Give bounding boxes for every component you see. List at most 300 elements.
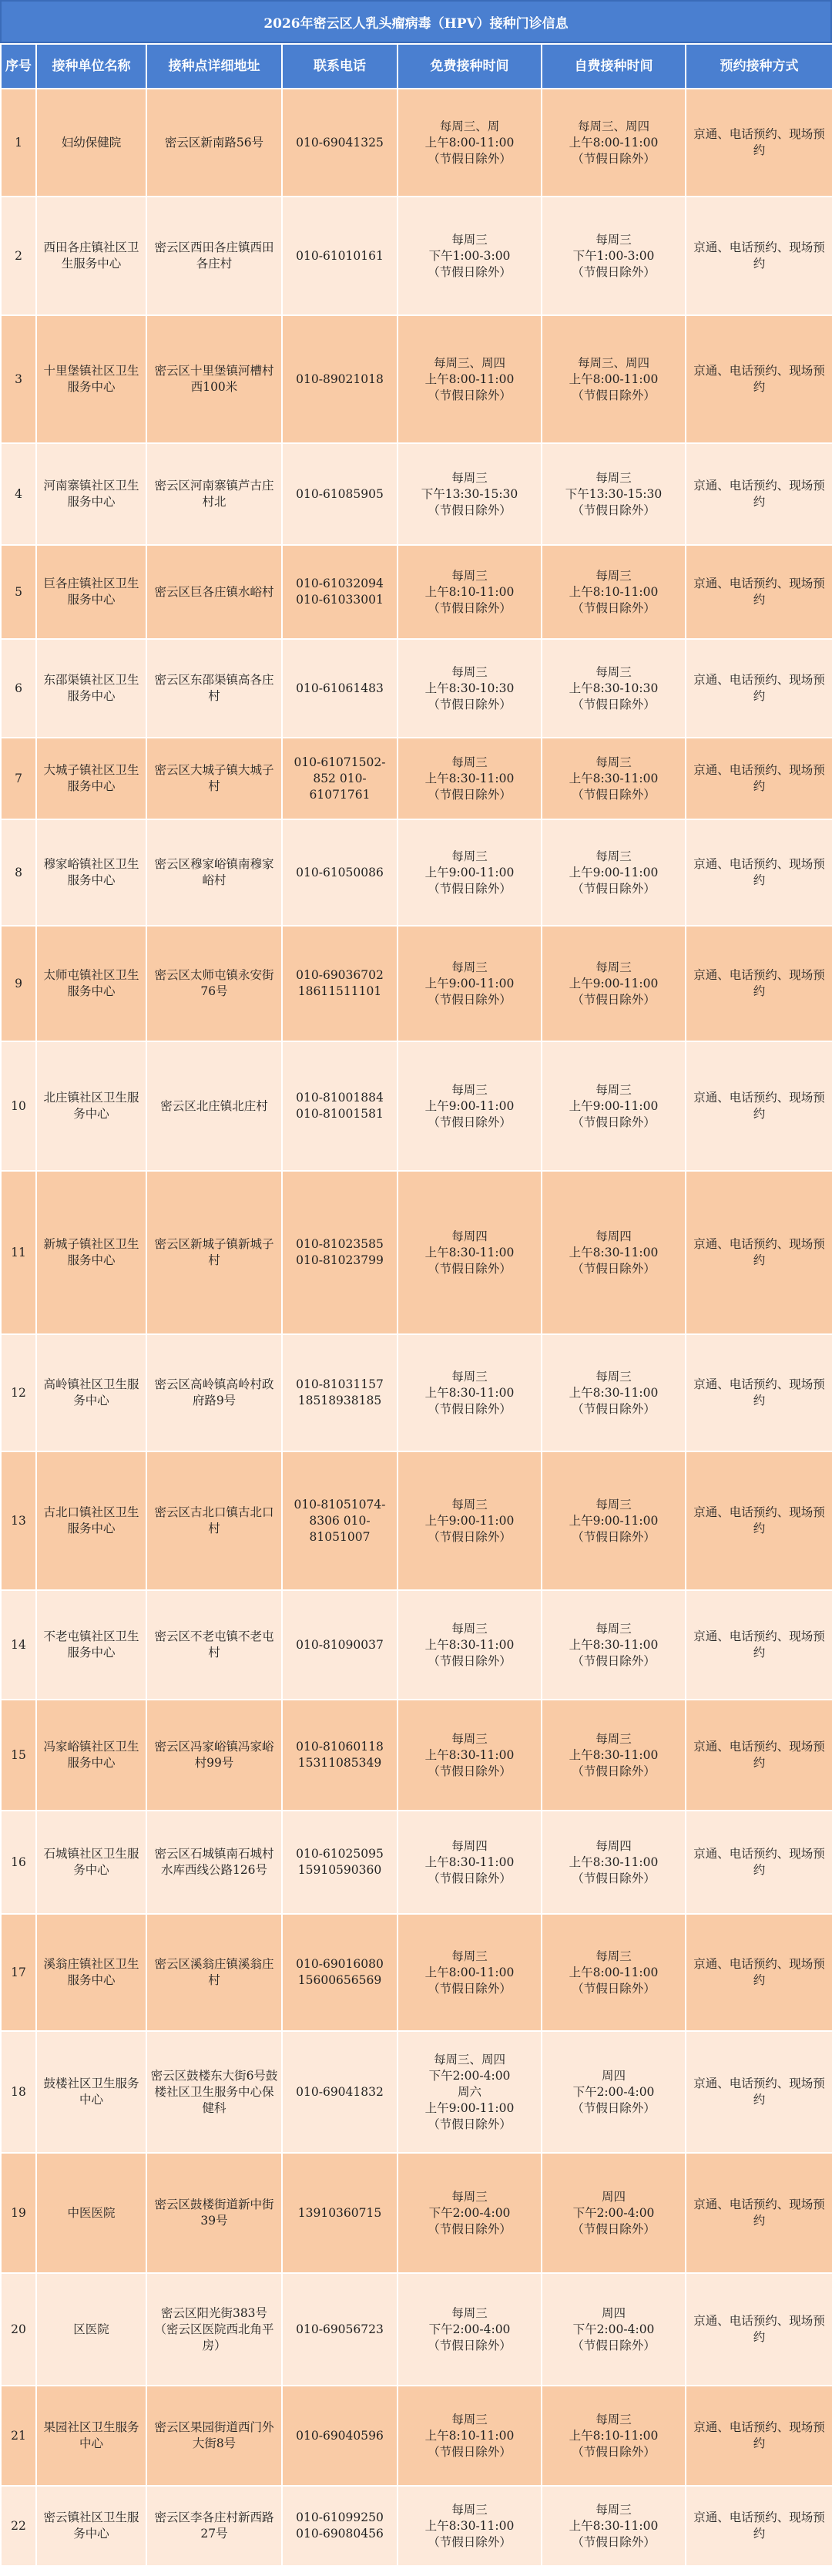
- free-time: [398, 2031, 542, 2153]
- paid-time-line: （节假日除外）: [572, 2221, 656, 2236]
- free-time: [398, 315, 542, 443]
- table-row: [1, 819, 832, 926]
- paid-time-line: 每周三: [595, 960, 632, 974]
- free-time-line: 上午8:00-11:00: [424, 135, 515, 150]
- address: 密云区东邵渠镇高各庄村: [146, 639, 282, 738]
- booking-method: 京通、电话预约、现场预约: [686, 443, 832, 545]
- paid-time: [542, 2273, 686, 2386]
- paid-time: [542, 197, 686, 315]
- free-time-line: 上午8:30-10:30: [424, 681, 515, 695]
- free-time-line: 上午8:30-11:00: [424, 771, 515, 785]
- free-time-line: （节假日除外）: [428, 1261, 512, 1276]
- paid-time-line: 上午9:00-11:00: [569, 1513, 659, 1528]
- address: 密云区阳光街383号（密云区医院西北角平房）: [146, 2273, 282, 2386]
- header-free-time: 免费接种时间: [398, 44, 542, 89]
- free-time-line: （节假日除外）: [428, 600, 512, 615]
- address: 密云区穆家峪镇南穆家峪村: [146, 819, 282, 926]
- free-time-line: 上午9:00-11:00: [424, 865, 515, 879]
- phone: 010-61061483: [282, 639, 398, 738]
- paid-time-line: （节假日除外）: [572, 600, 656, 615]
- paid-time: [542, 1914, 686, 2031]
- unit-name: 妇幼保健院: [36, 89, 146, 197]
- address: 密云区太师屯镇永安街76号: [146, 926, 282, 1041]
- paid-time-line: 周四: [601, 2189, 626, 2204]
- phone: 010-69056723: [282, 2273, 398, 2386]
- paid-time-line: （节假日除外）: [572, 697, 656, 711]
- free-time-line: 下午2:00-4:00: [428, 2068, 511, 2083]
- table-row: [1, 197, 832, 315]
- address: 密云区鼓楼街道新中街39号: [146, 2153, 282, 2273]
- free-time-line: （节假日除外）: [428, 787, 512, 802]
- free-time-line: 上午8:30-11:00: [424, 1637, 515, 1652]
- paid-time-line: （节假日除外）: [572, 2444, 656, 2459]
- paid-time-line: 上午8:30-11:00: [569, 771, 659, 785]
- row-number: 13: [1, 1451, 36, 1590]
- free-time-line: 下午2:00-4:00: [428, 2322, 511, 2336]
- booking-method: 京通、电话预约、现场预约: [686, 1590, 832, 1700]
- free-time: [398, 2386, 542, 2486]
- free-time-line: 每周三: [451, 1082, 488, 1097]
- free-time: [398, 926, 542, 1041]
- paid-time-line: 上午8:30-11:00: [569, 1747, 659, 1762]
- table-row: [1, 639, 832, 738]
- free-time: [398, 1914, 542, 2031]
- address: 密云区新城子镇新城子村: [146, 1171, 282, 1334]
- free-time-line: 每周三: [451, 1497, 488, 1512]
- table-row: [1, 2386, 832, 2486]
- paid-time-line: 上午8:10-11:00: [569, 584, 659, 599]
- paid-time: [542, 819, 686, 926]
- booking-method: 京通、电话预约、现场预约: [686, 2386, 832, 2486]
- free-time-line: 下午2:00-4:00: [428, 2205, 511, 2220]
- row-number: 14: [1, 1590, 36, 1700]
- paid-time: [542, 1811, 686, 1914]
- phone: 010-69040596: [282, 2386, 398, 2486]
- unit-name: 溪翁庄镇社区卫生服务中心: [36, 1914, 146, 2031]
- paid-time-line: 每周四: [595, 1838, 632, 1853]
- paid-time-line: 每周三、周四: [577, 119, 649, 133]
- paid-time-line: （节假日除外）: [572, 2534, 656, 2549]
- header-address: 接种点详细地址: [146, 44, 282, 89]
- paid-time-line: （节假日除外）: [572, 1764, 656, 1778]
- table-body: [1, 89, 832, 2566]
- paid-time-line: 下午13:30-15:30: [565, 486, 663, 501]
- paid-time-line: （节假日除外）: [572, 2338, 656, 2352]
- row-number: 6: [1, 639, 36, 738]
- booking-method: 京通、电话预约、现场预约: [686, 2273, 832, 2386]
- paid-time: [542, 926, 686, 1041]
- paid-time: [542, 1334, 686, 1451]
- booking-method: 京通、电话预约、现场预约: [686, 197, 832, 315]
- header-unit: 接种单位名称: [36, 44, 146, 89]
- free-time-line: （节假日除外）: [428, 2338, 512, 2352]
- booking-method: 京通、电话预约、现场预约: [686, 1334, 832, 1451]
- table-row: [1, 315, 832, 443]
- booking-method: 京通、电话预约、现场预约: [686, 738, 832, 819]
- paid-time-line: 上午9:00-11:00: [569, 976, 659, 990]
- free-time-line: 上午9:00-11:00: [424, 1513, 515, 1528]
- paid-time: [542, 315, 686, 443]
- free-time-line: 每周三: [451, 232, 488, 247]
- free-time-line: 每周三: [451, 1621, 488, 1636]
- free-time-line: 每周三: [451, 755, 488, 769]
- paid-time-line: （节假日除外）: [572, 1115, 656, 1129]
- table-row: [1, 1334, 832, 1451]
- paid-time-line: 上午8:30-11:00: [569, 1637, 659, 1652]
- free-time-line: 上午9:00-11:00: [424, 1098, 515, 1113]
- booking-method: 京通、电话预约、现场预约: [686, 2031, 832, 2153]
- booking-method: 京通、电话预约、现场预约: [686, 1700, 832, 1811]
- booking-method: 京通、电话预约、现场预约: [686, 1914, 832, 2031]
- row-number: 22: [1, 2486, 36, 2566]
- free-time-line: 下午1:00-3:00: [428, 248, 511, 263]
- unit-name: 冯家峪镇社区卫生服务中心: [36, 1700, 146, 1811]
- paid-time-line: 下午2:00-4:00: [572, 2084, 655, 2099]
- free-time-line: 上午8:30-11:00: [424, 1747, 515, 1762]
- free-time-line: 周六: [457, 2084, 481, 2099]
- free-time: [398, 738, 542, 819]
- phone: 010-69041832: [282, 2031, 398, 2153]
- address: 密云区溪翁庄镇溪翁庄村: [146, 1914, 282, 2031]
- clinic-table: [0, 43, 832, 2567]
- phone: 010-69036702 18611511101: [282, 926, 398, 1041]
- phone: 010-81031157 18518938185: [282, 1334, 398, 1451]
- table-row: [1, 1171, 832, 1334]
- paid-time-line: 上午8:30-10:30: [569, 681, 659, 695]
- table-row: [1, 2031, 832, 2153]
- paid-time-line: （节假日除外）: [572, 1529, 656, 1544]
- free-time: [398, 1811, 542, 1914]
- table-row: [1, 443, 832, 545]
- row-number: 15: [1, 1700, 36, 1811]
- paid-time: [542, 2153, 686, 2273]
- free-time: [398, 639, 542, 738]
- paid-time: [542, 2486, 686, 2566]
- paid-time-line: 上午8:30-11:00: [569, 1245, 659, 1259]
- address: 密云区十里堡镇河槽村西100米: [146, 315, 282, 443]
- free-time-line: 上午9:00-11:00: [424, 2100, 515, 2115]
- paid-time: [542, 443, 686, 545]
- free-time-line: 每周三: [451, 2189, 488, 2204]
- paid-time-line: 每周三: [595, 1949, 632, 1963]
- free-time-line: 下午13:30-15:30: [421, 486, 518, 501]
- unit-name: 河南寨镇社区卫生服务中心: [36, 443, 146, 545]
- phone: 010-81023585 010-81023799: [282, 1171, 398, 1334]
- paid-time-line: 周四: [601, 2068, 626, 2083]
- paid-time-line: 上午8:10-11:00: [569, 2428, 659, 2443]
- booking-method: 京通、电话预约、现场预约: [686, 1171, 832, 1334]
- paid-time-line: 每周三: [595, 664, 632, 679]
- free-time-line: （节假日除外）: [428, 1653, 512, 1668]
- unit-name: 十里堡镇社区卫生服务中心: [36, 315, 146, 443]
- free-time-line: 上午8:30-11:00: [424, 1245, 515, 1259]
- paid-time: [542, 1700, 686, 1811]
- phone: 010-81090037: [282, 1590, 398, 1700]
- free-time-line: （节假日除外）: [428, 1529, 512, 1544]
- free-time-line: （节假日除外）: [428, 2117, 512, 2131]
- phone: 010-61032094 010-61033001: [282, 545, 398, 639]
- free-time: [398, 1334, 542, 1451]
- row-number: 5: [1, 545, 36, 639]
- free-time-line: 每周四: [451, 1838, 488, 1853]
- phone: 010-61099250 010-69080456: [282, 2486, 398, 2566]
- paid-time-line: （节假日除外）: [572, 151, 656, 166]
- free-time-line: （节假日除外）: [428, 2444, 512, 2459]
- unit-name: 巨各庄镇社区卫生服务中心: [36, 545, 146, 639]
- row-number: 10: [1, 1041, 36, 1171]
- paid-time-line: 每周三: [595, 568, 632, 583]
- free-time-line: 每周四: [451, 1229, 488, 1243]
- booking-method: 京通、电话预约、现场预约: [686, 2153, 832, 2273]
- booking-method: 京通、电话预约、现场预约: [686, 1451, 832, 1590]
- unit-name: 西田各庄镇社区卫生服务中心: [36, 197, 146, 315]
- phone: 010-61071502-852 010-61071761: [282, 738, 398, 819]
- free-time-line: 每周三: [451, 849, 488, 863]
- paid-time: [542, 1171, 686, 1334]
- paid-time-line: （节假日除外）: [572, 388, 656, 402]
- paid-time-line: 每周三、周四: [577, 355, 649, 370]
- free-time: [398, 89, 542, 197]
- free-time-line: （节假日除外）: [428, 1115, 512, 1129]
- free-time-line: 每周三: [451, 1949, 488, 1963]
- phone: 010-81051074-8306 010-81051007: [282, 1451, 398, 1590]
- paid-time: [542, 1590, 686, 1700]
- free-time: [398, 819, 542, 926]
- paid-time-line: 上午8:00-11:00: [569, 1965, 659, 1979]
- free-time-line: （节假日除外）: [428, 151, 512, 166]
- address: 密云区冯家峪镇冯家峪村99号: [146, 1700, 282, 1811]
- header-paid-time: 自费接种时间: [542, 44, 686, 89]
- booking-method: 京通、电话预约、现场预约: [686, 639, 832, 738]
- paid-time-line: （节假日除外）: [572, 2100, 656, 2115]
- paid-time-line: 下午1:00-3:00: [572, 248, 655, 263]
- free-time-line: 每周三: [451, 2412, 488, 2426]
- free-time-line: 上午8:10-11:00: [424, 2428, 515, 2443]
- free-time: [398, 2273, 542, 2386]
- paid-time: [542, 2386, 686, 2486]
- unit-name: 高岭镇社区卫生服务中心: [36, 1334, 146, 1451]
- paid-time: [542, 1041, 686, 1171]
- row-number: 2: [1, 197, 36, 315]
- table-row: [1, 545, 832, 639]
- row-number: 20: [1, 2273, 36, 2386]
- paid-time-line: 每周三: [595, 1369, 632, 1384]
- unit-name: 密云镇社区卫生服务中心: [36, 2486, 146, 2566]
- paid-time-line: 每周四: [595, 1229, 632, 1243]
- row-number: 19: [1, 2153, 36, 2273]
- phone: 010-61010161: [282, 197, 398, 315]
- unit-name: 穆家峪镇社区卫生服务中心: [36, 819, 146, 926]
- free-time: [398, 2153, 542, 2273]
- free-time-line: 每周三: [451, 664, 488, 679]
- paid-time-line: 上午8:00-11:00: [569, 372, 659, 386]
- table-row: [1, 89, 832, 197]
- row-number: 11: [1, 1171, 36, 1334]
- free-time: [398, 2486, 542, 2566]
- free-time-line: 每周三: [451, 960, 488, 974]
- unit-name: 太师屯镇社区卫生服务中心: [36, 926, 146, 1041]
- paid-time-line: 下午2:00-4:00: [572, 2205, 655, 2220]
- free-time-line: （节假日除外）: [428, 881, 512, 896]
- unit-name: 新城子镇社区卫生服务中心: [36, 1171, 146, 1334]
- header-booking: 预约接种方式: [686, 44, 832, 89]
- paid-time-line: 上午8:00-11:00: [569, 135, 659, 150]
- booking-method: 京通、电话预约、现场预约: [686, 315, 832, 443]
- paid-time-line: （节假日除外）: [572, 503, 656, 517]
- free-time-line: （节假日除外）: [428, 2534, 512, 2549]
- free-time: [398, 1171, 542, 1334]
- row-number: 4: [1, 443, 36, 545]
- free-time: [398, 443, 542, 545]
- address: 密云区西田各庄镇西田各庄村: [146, 197, 282, 315]
- address: 密云区大城子镇大城子村: [146, 738, 282, 819]
- address: 密云区鼓楼东大街6号鼓楼社区卫生服务中心保健科: [146, 2031, 282, 2153]
- unit-name: 大城子镇社区卫生服务中心: [36, 738, 146, 819]
- free-time-line: 上午8:00-11:00: [424, 1965, 515, 1979]
- address: 密云区果园街道西门外大街8号: [146, 2386, 282, 2486]
- table-row: [1, 2153, 832, 2273]
- paid-time-line: 上午9:00-11:00: [569, 865, 659, 879]
- free-time: [398, 1590, 542, 1700]
- paid-time: [542, 639, 686, 738]
- phone: 010-89021018: [282, 315, 398, 443]
- free-time-line: 每周三: [451, 470, 488, 485]
- free-time-line: 每周三: [451, 1731, 488, 1746]
- phone: 13910360715: [282, 2153, 398, 2273]
- unit-name: 石城镇社区卫生服务中心: [36, 1811, 146, 1914]
- paid-time-line: （节假日除外）: [572, 1653, 656, 1668]
- free-time-line: 每周三、周: [439, 119, 500, 133]
- booking-method: 京通、电话预约、现场预约: [686, 545, 832, 639]
- paid-time: [542, 738, 686, 819]
- booking-method: 京通、电话预约、现场预约: [686, 1041, 832, 1171]
- row-number: 7: [1, 738, 36, 819]
- free-time-line: （节假日除外）: [428, 264, 512, 279]
- page-title: 2026年密云区人乳头瘤病毒（HPV）接种门诊信息: [0, 0, 832, 43]
- phone: 010-61085905: [282, 443, 398, 545]
- paid-time-line: 下午2:00-4:00: [572, 2322, 655, 2336]
- free-time: [398, 1451, 542, 1590]
- paid-time-line: （节假日除外）: [572, 1981, 656, 1996]
- paid-time: [542, 89, 686, 197]
- unit-name: 北庄镇社区卫生服务中心: [36, 1041, 146, 1171]
- row-number: 16: [1, 1811, 36, 1914]
- paid-time-line: 每周三: [595, 1082, 632, 1097]
- free-time-line: 每周三: [451, 2305, 488, 2320]
- header-no: 序号: [1, 44, 36, 89]
- phone: 010-69041325: [282, 89, 398, 197]
- address: 密云区高岭镇高岭村政府路9号: [146, 1334, 282, 1451]
- header-phone: 联系电话: [282, 44, 398, 89]
- free-time-line: 上午8:30-11:00: [424, 2518, 515, 2533]
- free-time-line: 上午8:00-11:00: [424, 372, 515, 386]
- table-row: [1, 1811, 832, 1914]
- table-row: [1, 926, 832, 1041]
- paid-time-line: （节假日除外）: [572, 264, 656, 279]
- paid-time-line: 每周三: [595, 470, 632, 485]
- paid-time-line: 每周三: [595, 849, 632, 863]
- phone: 010-61025095 15910590360: [282, 1811, 398, 1914]
- booking-method: 京通、电话预约、现场预约: [686, 1811, 832, 1914]
- free-time-line: （节假日除外）: [428, 1981, 512, 1996]
- free-time-line: （节假日除外）: [428, 503, 512, 517]
- free-time-line: （节假日除外）: [428, 697, 512, 711]
- free-time-line: 上午8:30-11:00: [424, 1385, 515, 1400]
- free-time-line: 上午8:10-11:00: [424, 584, 515, 599]
- free-time-line: 上午8:30-11:00: [424, 1855, 515, 1869]
- paid-time-line: 上午8:30-11:00: [569, 2518, 659, 2533]
- free-time-line: （节假日除外）: [428, 1401, 512, 1416]
- unit-name: 区医院: [36, 2273, 146, 2386]
- free-time: [398, 1700, 542, 1811]
- paid-time-line: （节假日除外）: [572, 992, 656, 1007]
- booking-method: 京通、电话预约、现场预约: [686, 819, 832, 926]
- paid-time-line: 周四: [601, 2305, 626, 2320]
- row-number: 12: [1, 1334, 36, 1451]
- booking-method: 京通、电话预约、现场预约: [686, 2486, 832, 2566]
- address: 密云区新南路56号: [146, 89, 282, 197]
- unit-name: 古北口镇社区卫生服务中心: [36, 1451, 146, 1590]
- paid-time: [542, 2031, 686, 2153]
- free-time-line: （节假日除外）: [428, 1871, 512, 1885]
- paid-time-line: （节假日除外）: [572, 1261, 656, 1276]
- row-number: 9: [1, 926, 36, 1041]
- address: 密云区不老屯镇不老屯村: [146, 1590, 282, 1700]
- table-row: [1, 2273, 832, 2386]
- table-row: [1, 738, 832, 819]
- paid-time-line: 每周三: [595, 1731, 632, 1746]
- paid-time-line: 每周三: [595, 1497, 632, 1512]
- paid-time-line: 每周三: [595, 755, 632, 769]
- unit-name: 中医医院: [36, 2153, 146, 2273]
- row-number: 3: [1, 315, 36, 443]
- address: 密云区巨各庄镇水峪村: [146, 545, 282, 639]
- paid-time-line: （节假日除外）: [572, 881, 656, 896]
- paid-time: [542, 1451, 686, 1590]
- table-row: [1, 1590, 832, 1700]
- free-time-line: （节假日除外）: [428, 1764, 512, 1778]
- booking-method: 京通、电话预约、现场预约: [686, 89, 832, 197]
- free-time: [398, 197, 542, 315]
- unit-name: 不老屯镇社区卫生服务中心: [36, 1590, 146, 1700]
- table-row: [1, 1914, 832, 2031]
- address: 密云区北庄镇北庄村: [146, 1041, 282, 1171]
- table-row: [1, 1700, 832, 1811]
- paid-time-line: 上午9:00-11:00: [569, 1098, 659, 1113]
- phone: 010-61050086: [282, 819, 398, 926]
- paid-time-line: 每周三: [595, 2412, 632, 2426]
- phone: 010-81060118 15311085349: [282, 1700, 398, 1811]
- table-header-row: [1, 44, 832, 89]
- free-time-line: 每周三: [451, 2502, 488, 2517]
- paid-time-line: （节假日除外）: [572, 787, 656, 802]
- paid-time: [542, 545, 686, 639]
- row-number: 17: [1, 1914, 36, 2031]
- paid-time-line: 每周三: [595, 2502, 632, 2517]
- row-number: 8: [1, 819, 36, 926]
- booking-method: 京通、电话预约、现场预约: [686, 926, 832, 1041]
- paid-time-line: （节假日除外）: [572, 1401, 656, 1416]
- address: 密云区李各庄村新西路27号: [146, 2486, 282, 2566]
- paid-time-line: 上午8:30-11:00: [569, 1855, 659, 1869]
- row-number: 21: [1, 2386, 36, 2486]
- free-time: [398, 1041, 542, 1171]
- address: 密云区河南寨镇芦古庄村北: [146, 443, 282, 545]
- free-time-line: 每周三、周四: [433, 355, 505, 370]
- free-time-line: （节假日除外）: [428, 992, 512, 1007]
- free-time-line: （节假日除外）: [428, 2221, 512, 2236]
- free-time-line: 每周三: [451, 1369, 488, 1384]
